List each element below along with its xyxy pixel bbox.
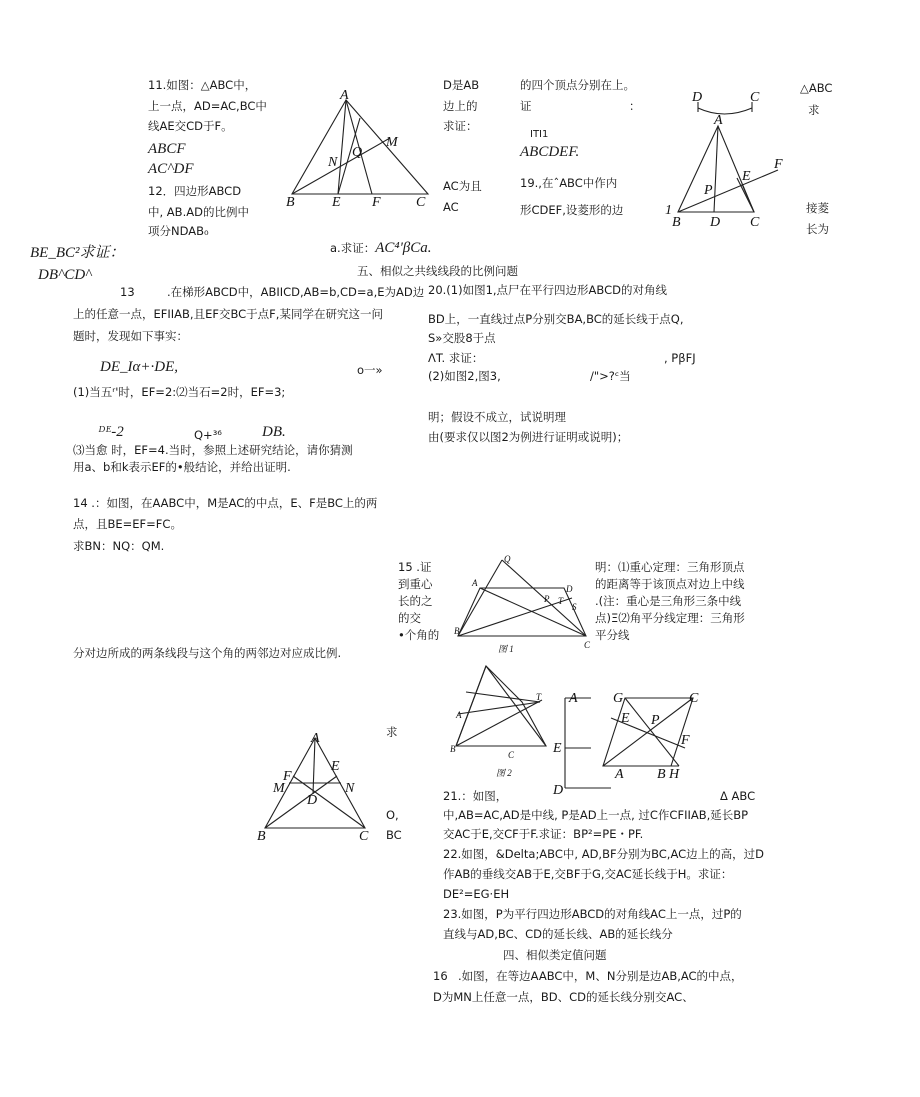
- p19-line4: 形CDEF,设菱形的边: [520, 203, 624, 217]
- p15-right1: 明：⑴重心定理：三角形顶点: [595, 560, 745, 574]
- figure-3-parallelogram: [545, 688, 699, 798]
- label: 1: [665, 203, 672, 218]
- mid-line1: D是AB: [443, 78, 480, 92]
- label: C: [750, 215, 760, 230]
- label: E: [553, 741, 562, 756]
- p13-db: DB.: [262, 424, 286, 440]
- p19-iti: ITI1: [530, 129, 549, 140]
- p20-line5a: (2)如图2,图3,: [428, 369, 501, 383]
- mid-line3: 求证：: [443, 119, 478, 133]
- p15-line1: 15 .证: [398, 560, 432, 574]
- label: H: [669, 767, 680, 782]
- p20-line5b: /">?ᶜ当: [590, 369, 631, 383]
- small-right-bc: BC: [386, 828, 402, 842]
- label: A: [615, 767, 624, 782]
- p20-line1: 20.(1)如图1,点尸在平行四边形ABCD的对角线: [428, 283, 667, 297]
- label: P: [544, 594, 550, 604]
- figure-caption: 图 2: [496, 768, 512, 778]
- mid-line4: AC为且: [443, 179, 482, 193]
- right-edge-b: 求: [808, 103, 820, 117]
- p21-triangle: Δ ABC: [720, 789, 756, 803]
- p21-line2: 中,AB=AC,AD是中线, P是AD上一点, 过C作CFIIAB,延长BP: [443, 808, 749, 822]
- p19-colon: ：: [629, 99, 641, 113]
- right-edge-a: △ABC: [800, 81, 833, 95]
- label: D: [566, 584, 573, 594]
- label: B: [257, 829, 266, 844]
- p15-line5: •个角的: [398, 628, 440, 642]
- p20-line4a: ΛT. 求证：: [428, 351, 484, 365]
- label: C: [750, 90, 760, 105]
- p19-line2: 证: [520, 99, 532, 113]
- p20-line4b: , PβFJ: [664, 351, 696, 365]
- p11-line3: 线AE交CD于F。: [148, 119, 233, 133]
- label: E: [332, 195, 341, 210]
- p13-line1: .在梯形ABCD中，ABIICD,AB=b,CD=a,E为AD边: [167, 285, 425, 299]
- label: C: [689, 691, 699, 706]
- label: D: [710, 215, 721, 230]
- label: C: [416, 195, 426, 210]
- p13-line5: ⑶当愈 时，EF=4.当时，参照上述研究结论，请你猜测: [73, 443, 353, 457]
- label: D: [553, 783, 564, 798]
- p13-q36: Q+³⁶: [194, 428, 222, 442]
- label: C: [508, 750, 515, 760]
- label: F: [681, 733, 690, 748]
- label: A: [472, 578, 478, 588]
- p22-line2: 作AB的垂线交AB于E,交BF于G,交AC延长线于H。求证：: [443, 867, 733, 881]
- p13-formula: DE_Iα+·DE,: [100, 359, 178, 375]
- p14-line1: 14 .：如图，在AABC中，M是AC的中点，E、F是BC上的两: [73, 496, 378, 510]
- triangle-figure-right: [662, 88, 792, 233]
- label: P: [704, 183, 713, 198]
- label: D: [307, 793, 318, 808]
- mid-qa: [330, 238, 432, 259]
- p15-right2: 的距离等于该顶点对边上中线: [595, 577, 745, 591]
- figure-1-parallelogram: [454, 554, 594, 654]
- mid-line5: AC: [443, 200, 459, 214]
- label: P: [651, 713, 660, 728]
- small-right-o: O,: [386, 808, 399, 822]
- p13-line3: 题时，发现如下事实：: [73, 329, 188, 343]
- p15-line4: 的交: [398, 611, 421, 625]
- label: E: [742, 169, 751, 184]
- label: G: [613, 691, 624, 706]
- label: F: [283, 769, 292, 784]
- mid-line2: 边上的: [443, 99, 478, 113]
- section-5-heading: 五、相似之共线线段的比例问题: [357, 264, 518, 278]
- label: D: [692, 90, 703, 105]
- p15-right5: 平分线: [595, 628, 630, 642]
- p11-formula-2: AC^DF: [148, 161, 194, 177]
- p13-frac: ᴰᴱ-2: [98, 424, 124, 440]
- label: S: [572, 602, 577, 612]
- small-right-qiu: 求: [386, 725, 398, 739]
- label: A: [340, 88, 349, 103]
- p19-line1: 的四个顶点分别在上。: [520, 78, 635, 92]
- label: N: [345, 781, 355, 796]
- p13-number: 13: [120, 285, 135, 299]
- label: E: [331, 759, 340, 774]
- p11-line1: 11.如图：△ABC中，: [148, 78, 257, 92]
- p12-line3: 项分NDAB₀: [148, 224, 209, 238]
- p14-line2: 点，且BE=EF=FC。: [73, 517, 182, 531]
- p23-line2: 直线与AD,BC、CD的延长线、AB的延长线分: [443, 927, 673, 941]
- p11-line2: 上一点，AD=AC,BC中: [148, 99, 267, 113]
- p13-mark: o一»: [357, 363, 383, 377]
- left-formula-b: DB^CD^: [38, 267, 92, 283]
- p16-number: 16: [433, 969, 448, 983]
- label: A: [714, 113, 723, 128]
- p20-line7: 由(要求仅以图2为例进行证明或说明)；: [428, 430, 629, 444]
- right-edge-c: 接菱: [806, 201, 829, 215]
- mid-qa-formula: AC⁴'βCa.: [375, 240, 432, 256]
- p14-line3: 求BN：NQ：QM.: [73, 539, 165, 553]
- p11-formula-1: ABCF: [148, 141, 186, 157]
- label: M: [386, 135, 398, 150]
- p12-line1: 12．四边形ABCD: [148, 184, 242, 198]
- left-formula-a: BE_BC²求证：: [30, 245, 125, 261]
- label: F: [372, 195, 381, 210]
- p13-line2: 上的任意一点，EFIIAB,且EF交BC于点F,某同学在研究这一问: [73, 307, 383, 321]
- p16-line1: .如图，在等边AABC中，M、N分别是边AB,AC的中点，: [458, 969, 743, 983]
- p13-line6: 用a、b和k表示EF的•般结论，并给出证明.: [73, 460, 291, 474]
- p21-line1: 21.：如图，: [443, 789, 508, 803]
- p20-line3: S»交股8于点: [428, 331, 496, 345]
- label: T: [536, 692, 542, 702]
- p12-line2: 中, AB.AD的比例中: [148, 205, 249, 219]
- label: B: [286, 195, 295, 210]
- p15-line3: 长的之: [398, 594, 433, 608]
- p19-formula: ABCDEF.: [520, 144, 580, 160]
- p15-line2: 到重心: [398, 577, 433, 591]
- triangle-figure-1: [282, 88, 442, 212]
- label: T: [558, 596, 564, 606]
- p20-line2: BD上，一直线过点P分别交BA,BC的延长线于点Q,: [428, 312, 684, 326]
- label: B: [657, 767, 666, 782]
- p23-line1: 23.如图，P为平行四边形ABCD的对角线AC上一点，过P的: [443, 907, 742, 921]
- figure-caption: 图 1: [498, 644, 514, 654]
- label: B: [672, 215, 681, 230]
- p19-line3: 19.,在ˆABC中作内: [520, 176, 618, 190]
- label: A: [456, 710, 462, 720]
- label: C: [584, 640, 591, 650]
- label: A: [311, 731, 320, 746]
- p22-line1: 22.如图，&Delta;ABC中, AD,BF分别为BC,AC边上的高，过D: [443, 847, 765, 861]
- label: F: [774, 157, 783, 172]
- p15-right4: 点)Ξ⑵角平分线定理：三角形: [595, 611, 745, 625]
- p15-line6: 分对边所成的两条线段与这个角的两邻边对应成比例.: [73, 646, 342, 660]
- label: M: [273, 781, 285, 796]
- p20-line6: 明；假设不成立，试说明理: [428, 410, 566, 424]
- label: E: [621, 711, 630, 726]
- section-4-heading: 四、相似类定值问题: [503, 948, 607, 962]
- figure-2: [452, 662, 552, 782]
- p16-line2: D为MN上任意一点，BD、CD的延长线分别交AC、: [433, 990, 694, 1004]
- label: Q: [504, 554, 511, 564]
- mid-qa-text: a.求证：: [330, 241, 376, 255]
- label: B: [450, 744, 456, 754]
- p22-line3: DE²=EG·EH: [443, 887, 510, 901]
- triangle-figure-2: [255, 728, 385, 848]
- p15-right3: .(注：重心是三角形三条中线: [595, 594, 742, 608]
- label: C: [359, 829, 369, 844]
- p13-line4: (1)当五ʳ'时，EF=2:⑵当石=2时，EF=3;: [73, 385, 286, 399]
- p21-line3: 交AC于E,交CF于F.求证：BP²=PE・PF.: [443, 827, 644, 841]
- right-edge-d: 长为: [806, 222, 829, 236]
- label: B: [454, 626, 460, 636]
- label: Q: [352, 145, 363, 160]
- label: A: [569, 691, 578, 706]
- label: N: [328, 155, 338, 170]
